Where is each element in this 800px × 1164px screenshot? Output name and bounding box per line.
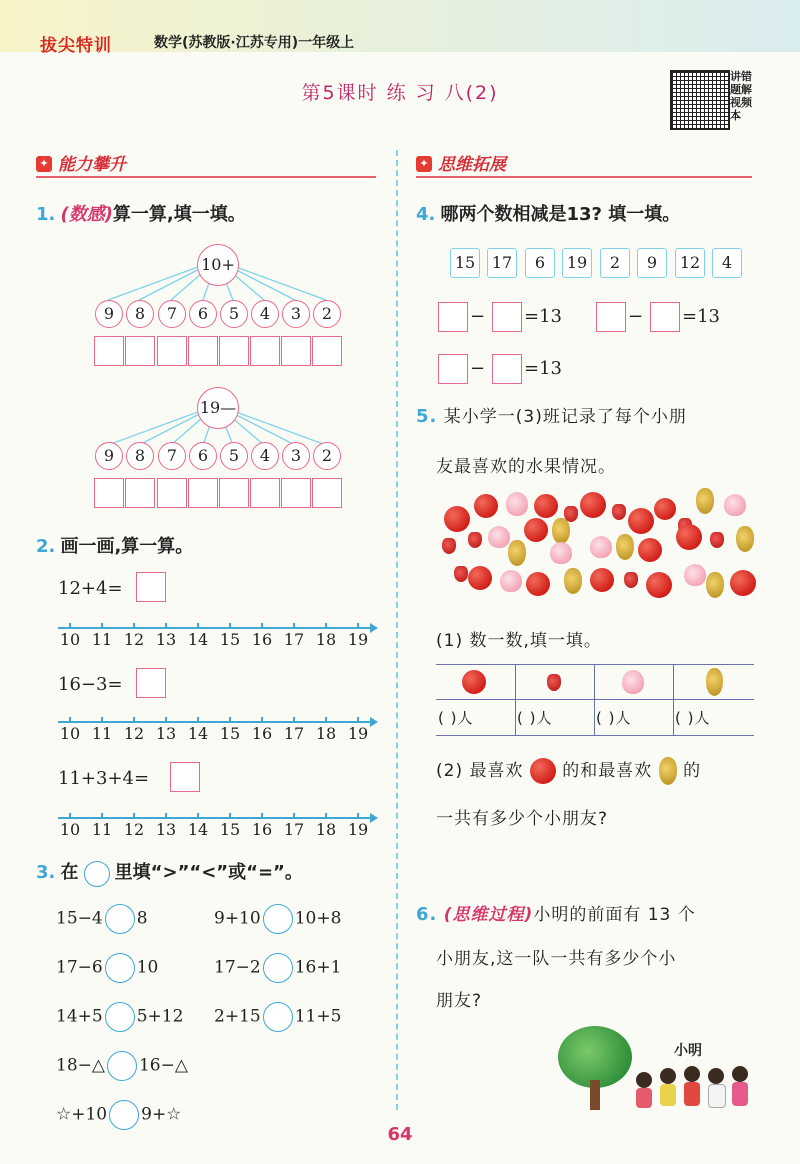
tick-label: 14 — [187, 724, 209, 743]
count-cell[interactable]: ( )人 — [438, 709, 474, 727]
minus-sign: − — [628, 306, 644, 327]
section-title-left: 能力攀升 — [58, 155, 126, 175]
tick-label: 13 — [155, 820, 177, 839]
lesson-title: 第5课时 练 习 八(2) — [301, 82, 499, 104]
answer-box[interactable] — [136, 668, 166, 698]
header-bar — [0, 0, 800, 52]
tick-label: 19 — [347, 724, 369, 743]
q2-expression-2: 16−3= — [58, 674, 123, 695]
strawberry-icon — [442, 538, 456, 554]
strawberry-icon — [468, 532, 482, 548]
q1-number-row-1 — [95, 300, 355, 330]
pear-icon — [696, 488, 714, 514]
q1-center-circle-2: 19— — [197, 387, 239, 429]
answer-box[interactable] — [250, 478, 280, 508]
tick-label: 15 — [219, 724, 241, 743]
peach-icon — [622, 670, 644, 694]
peach-icon — [500, 570, 522, 592]
q1-number-circle: 9 — [95, 442, 123, 470]
peach-icon — [488, 526, 510, 548]
strawberry-icon — [454, 566, 468, 582]
fruit-tally-table — [436, 664, 754, 736]
tree-trunk — [590, 1080, 600, 1110]
q1-answer-row-1 — [94, 336, 354, 370]
tick-label: 18 — [315, 630, 337, 649]
compare-circle[interactable] — [105, 904, 135, 934]
q1-number-circle: 7 — [158, 442, 186, 470]
minus-sign: − — [470, 306, 486, 327]
apple-icon — [474, 494, 498, 518]
question-4-heading: 4. 哪两个数相减是13? 填一填。 — [416, 204, 681, 225]
answer-box[interactable] — [188, 478, 218, 508]
question-2-heading: 2. 画一画,算一算。 — [36, 536, 194, 557]
section-underline-right — [416, 150, 752, 178]
tick-label: 18 — [315, 724, 337, 743]
tick-label: 13 — [155, 724, 177, 743]
child-body — [708, 1084, 726, 1108]
pear-icon — [659, 757, 677, 785]
q5-sub1: (1) 数一数,填一填。 — [436, 631, 602, 651]
apple-icon — [444, 506, 470, 532]
answer-box[interactable] — [312, 478, 342, 508]
child-body — [732, 1082, 748, 1106]
apple-icon — [462, 670, 486, 694]
compare-circle[interactable] — [263, 1002, 293, 1032]
q1-number-circle: 9 — [95, 300, 123, 328]
tick-label: 11 — [91, 630, 113, 649]
section-underline-left — [36, 150, 376, 178]
pear-icon — [552, 518, 570, 544]
child-body — [684, 1082, 700, 1106]
compare-circle[interactable] — [263, 953, 293, 983]
pear-icon — [508, 540, 526, 566]
number-card: 6 — [525, 248, 555, 278]
tick-label: 19 — [347, 630, 369, 649]
number-line-labels-2 — [54, 724, 384, 746]
apple-icon — [628, 508, 654, 534]
runner-icon: ✦ — [416, 156, 432, 172]
qr-code-icon[interactable] — [670, 70, 730, 130]
count-cell[interactable]: ( )人 — [675, 709, 711, 727]
compare-item: 15−4 8 — [56, 904, 148, 934]
q1-number-circle: 2 — [313, 300, 341, 328]
question-6-line-3: 朋友? — [436, 991, 483, 1011]
strawberry-icon — [624, 572, 638, 588]
answer-box[interactable] — [170, 762, 200, 792]
q1-number-circle: 3 — [282, 300, 310, 328]
answer-box[interactable] — [157, 478, 187, 508]
tick-label: 16 — [251, 724, 273, 743]
answer-box[interactable] — [219, 478, 249, 508]
tick-label: 16 — [251, 820, 273, 839]
count-cell[interactable]: ( )人 — [517, 709, 553, 727]
child-body — [636, 1088, 652, 1108]
compare-item: 14+5 5+12 — [56, 1002, 183, 1032]
qr-label: 讲错题解视频本 — [730, 70, 752, 122]
apple-icon — [530, 758, 556, 784]
number-card: 19 — [562, 248, 592, 278]
apple-icon — [580, 492, 606, 518]
apple-icon — [646, 572, 672, 598]
answer-box[interactable] — [650, 302, 680, 332]
number-card: 12 — [675, 248, 705, 278]
peach-icon — [590, 536, 612, 558]
section-title-right: 思维拓展 — [438, 155, 506, 175]
peach-icon — [550, 542, 572, 564]
pear-icon — [564, 568, 582, 594]
answer-box[interactable] — [596, 302, 626, 332]
apple-icon — [730, 570, 756, 596]
number-line-labels-3 — [54, 820, 384, 842]
tick-label: 15 — [219, 820, 241, 839]
number-card: 4 — [712, 248, 742, 278]
child-icon — [684, 1066, 700, 1082]
q1-answer-row-2 — [94, 478, 354, 512]
answer-box[interactable] — [281, 336, 311, 366]
tick-label: 16 — [251, 630, 273, 649]
q1-number-circle: 8 — [126, 442, 154, 470]
tick-label: 13 — [155, 630, 177, 649]
queue-illustration — [556, 1022, 756, 1112]
q4-equals: =13 — [524, 306, 562, 327]
q1-number-circle: 4 — [251, 442, 279, 470]
answer-box[interactable] — [492, 354, 522, 384]
answer-box[interactable] — [188, 336, 218, 366]
tree-icon — [558, 1026, 632, 1088]
question-6-line-2: 小朋友,这一队一共有多少个小 — [436, 949, 677, 969]
question-1-heading: 1. (数感)算一算,填一填。 — [36, 204, 246, 225]
compare-item: 17−6 10 — [56, 953, 158, 983]
answer-box[interactable] — [250, 336, 280, 366]
pear-icon — [616, 534, 634, 560]
number-card: 2 — [600, 248, 630, 278]
tick-label: 11 — [91, 724, 113, 743]
q2-expression-1: 12+4= — [58, 578, 123, 599]
q1-number-circle: 8 — [126, 300, 154, 328]
tick-label: 12 — [123, 820, 145, 839]
tick-label: 14 — [187, 820, 209, 839]
q4-equals: =13 — [682, 306, 720, 327]
pear-icon — [736, 526, 754, 552]
table-col-divider — [515, 665, 516, 735]
q2-expression-3: 11+3+4= — [58, 768, 150, 789]
q1-number-circle: 2 — [313, 442, 341, 470]
apple-icon — [638, 538, 662, 562]
answer-box[interactable] — [438, 302, 468, 332]
strawberry-icon — [612, 504, 626, 520]
tick-label: 17 — [283, 724, 305, 743]
answer-box[interactable] — [312, 336, 342, 366]
tick-label: 18 — [315, 820, 337, 839]
book-subtitle: 数学(苏教版·江苏专用)一年级上 — [154, 35, 355, 51]
child-icon — [636, 1072, 652, 1088]
page-number: 64 — [387, 1124, 413, 1145]
answer-box[interactable] — [94, 478, 124, 508]
compare-item: 2+15 11+5 — [214, 1002, 341, 1032]
table-col-divider — [673, 665, 674, 735]
number-card: 9 — [637, 248, 667, 278]
q5-sub2: (2) 最喜欢 的和最喜欢 的 — [436, 756, 701, 785]
question-6-line-1: 6. (思维过程)小明的前面有 13 个 — [416, 904, 696, 925]
apple-icon — [524, 518, 548, 542]
blank-circle-icon — [84, 861, 110, 887]
answer-box[interactable] — [281, 478, 311, 508]
apple-icon — [590, 568, 614, 592]
xiaoming-label: 小明 — [674, 1043, 702, 1059]
compare-circle[interactable] — [263, 904, 293, 934]
answer-box[interactable] — [94, 336, 124, 366]
apple-icon — [676, 524, 702, 550]
apple-icon — [468, 566, 492, 590]
compare-circle[interactable] — [105, 953, 135, 983]
answer-box[interactable] — [157, 336, 187, 366]
child-icon — [660, 1068, 676, 1084]
child-icon — [708, 1068, 724, 1084]
peach-icon — [724, 494, 746, 516]
compare-item: ☆+10 9+☆ — [56, 1100, 181, 1130]
column-divider — [396, 150, 398, 1110]
q1-number-circle: 5 — [220, 442, 248, 470]
tick-label: 17 — [283, 630, 305, 649]
strawberry-icon — [710, 532, 724, 548]
q1-number-circle: 3 — [282, 442, 310, 470]
apple-icon — [534, 494, 558, 518]
answer-box[interactable] — [125, 478, 155, 508]
q5-sub2-line2: 一共有多少个小朋友? — [436, 809, 609, 829]
tick-label: 17 — [283, 820, 305, 839]
tick-label: 12 — [123, 724, 145, 743]
table-col-divider — [594, 665, 595, 735]
q1-number-circle: 7 — [158, 300, 186, 328]
peach-icon — [684, 564, 706, 586]
tick-label: 10 — [59, 820, 81, 839]
tick-label: 11 — [91, 820, 113, 839]
q1-number-circle: 5 — [220, 300, 248, 328]
q4-equals: =13 — [524, 358, 562, 379]
fruit-picture — [440, 488, 760, 606]
number-line-labels-1 — [54, 630, 384, 652]
compare-circle[interactable] — [107, 1051, 137, 1081]
answer-box[interactable] — [125, 336, 155, 366]
peach-icon — [506, 492, 528, 516]
q1-number-circle: 6 — [189, 300, 217, 328]
count-cell[interactable]: ( )人 — [596, 709, 632, 727]
q1-center-circle-1: 10+ — [197, 244, 239, 286]
brand-logo: 拔尖特训 — [40, 36, 112, 56]
answer-box[interactable] — [136, 572, 166, 602]
table-row-divider — [436, 699, 754, 700]
tick-label: 14 — [187, 630, 209, 649]
tick-label: 15 — [219, 630, 241, 649]
tick-label: 10 — [59, 724, 81, 743]
question-5-line-2: 友最喜欢的水果情况。 — [436, 457, 616, 477]
compare-item: 9+10 10+8 — [214, 904, 341, 934]
number-card: 17 — [487, 248, 517, 278]
q4-number-cards — [450, 248, 750, 280]
compare-item: 18−△ 16−△ — [56, 1051, 188, 1081]
question-5-line-1: 5. 某小学一(3)班记录了每个小朋 — [416, 406, 687, 427]
strawberry-icon — [547, 674, 561, 691]
pear-icon — [706, 572, 724, 598]
answer-box[interactable] — [492, 302, 522, 332]
climb-icon: ✦ — [36, 156, 52, 172]
question-3-heading: 3. 在 里填“>”“<”或“=”。 — [36, 858, 303, 887]
apple-icon — [526, 572, 550, 596]
child-body — [660, 1084, 676, 1106]
tick-label: 19 — [347, 820, 369, 839]
answer-box[interactable] — [219, 336, 249, 366]
child-icon — [732, 1066, 748, 1082]
answer-box[interactable] — [438, 354, 468, 384]
minus-sign: − — [470, 358, 486, 379]
q1-number-circle: 6 — [189, 442, 217, 470]
q1-number-circle: 4 — [251, 300, 279, 328]
tick-label: 10 — [59, 630, 81, 649]
number-card: 15 — [450, 248, 480, 278]
tick-label: 12 — [123, 630, 145, 649]
compare-item: 17−2 16+1 — [214, 953, 341, 983]
q1-number-row-2 — [95, 442, 355, 472]
compare-circle[interactable] — [105, 1002, 135, 1032]
pear-icon — [706, 668, 723, 696]
apple-icon — [654, 498, 676, 520]
